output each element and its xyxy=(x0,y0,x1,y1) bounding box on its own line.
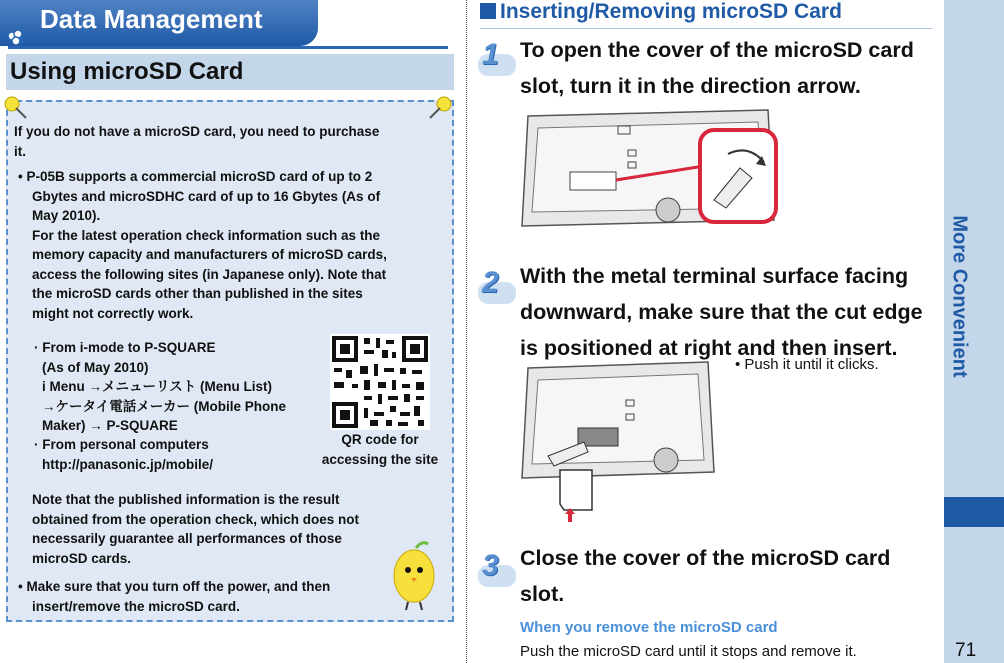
note-intro: If you do not have a microSD card, you need to purchase it. xyxy=(14,124,380,159)
phone-slot-cover-illustration xyxy=(518,108,780,230)
column-divider xyxy=(466,0,467,663)
chapter-title: Data Management xyxy=(40,4,263,34)
section-title: Using microSD Card xyxy=(6,54,454,90)
pushpin-icon xyxy=(2,94,28,120)
site-pc: · From personal computers http://panasonic.jp/mobile/ xyxy=(34,435,213,474)
chapter-header xyxy=(0,0,318,46)
site-imode: · From i-mode to P-SQUARE (As of May 2010) i Menu →メニューリスト (Menu List) →ケータイ電話メーカー (Mobile Phone Maker) → P-SQUARE xyxy=(34,340,286,433)
step-number: 1 xyxy=(482,38,499,71)
step-number: 3 xyxy=(482,549,499,582)
qr-caption: QR code for accessing the site xyxy=(321,432,439,467)
heading-underline xyxy=(480,28,932,29)
remove-heading: When you remove the microSD card xyxy=(520,619,778,636)
qr-code xyxy=(330,334,430,430)
site-url[interactable]: http://panasonic.jp/mobile/ xyxy=(42,456,214,472)
step-number: 2 xyxy=(482,266,499,299)
sidebar-marker xyxy=(944,497,1004,527)
note-bullet-1: • P-05B supports a commercial microSD card of up to 2 Gbytes and microSDHC card of up to 16 Gbytes (As of May 2010). For the latest operation check information such as the memory capacity and manufacturers of microSD cards, access the following sites (in Japanese only). Note that the microSD cards other than published in the sites might not correctly work. xyxy=(18,169,387,321)
note-bullet-2: • Make sure that you turn off the power, and then insert/remove the microSD card. xyxy=(18,579,331,614)
note-disclaimer: Note that the published information is the result obtained from the operation check, which does not necessarily guarantee all performances of those microSD cards. xyxy=(32,492,360,566)
step-2-text: With the metal terminal surface facing downward, make sure that the cut edge is positioned at right and then insert. xyxy=(520,264,923,360)
sidebar-label: More Convenient xyxy=(948,215,971,378)
step-3-text: Close the cover of the microSD card slot. xyxy=(520,546,891,606)
step-1-text: To open the cover of the microSD card slot, turn it in the direction arrow. xyxy=(520,38,914,98)
header-underline xyxy=(8,46,448,49)
inserting-heading: Inserting/Removing microSD Card xyxy=(480,0,842,24)
pushpin-icon xyxy=(428,94,454,120)
page-number: 71 xyxy=(955,640,977,661)
chick-mascot-icon xyxy=(388,540,440,612)
microsd-insert-illustration xyxy=(518,360,718,536)
step-2-note: • Push it until it clicks. xyxy=(735,356,879,373)
remove-text: Push the microSD card until it stops and remove it. xyxy=(520,643,857,660)
